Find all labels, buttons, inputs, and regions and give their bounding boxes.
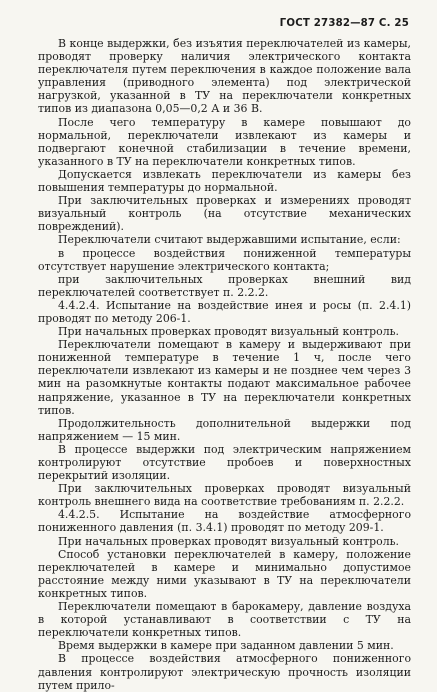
paragraph: При заключительных проверках проводят визуальный контроль внешнего вида на соответствие требованиям п. 2.2.2. [38,482,411,509]
paragraph: в процессе воздействия пониженной температуры отсутствует нарушение электрического контакта; [38,246,411,273]
paragraph: Переключатели считают выдержавшими испытание, если: [58,233,401,247]
paragraph: В конце выдержки, без изъятия переключателей из камеры, проводят проверку наличия электрического контакта переключателя путем переключения в каждое положение вала управления (приводного элемента) под электрической нагрузкой, указанной в ТУ на переключатели конкретных типов из диапазона 0,05—0,2 А и 36 В. [38,37,411,116]
paragraph: При начальных проверках проводят визуальный контроль. [58,534,399,548]
paragraph: Способ установки переключателей в камеру, положение переключателей в камере и минимально допустимое расстояние между ними указывают в ТУ на переключатели конкретных типов. [38,547,411,600]
paragraph: Продолжительность дополнительной выдержки под напряжением — 15 мин. [38,416,411,443]
paragraph: 4.4.2.4. Испытание на воздействие инея и росы (п. 2.4.1) проводят по методу 206-1. [38,298,411,325]
paragraph: Переключатели помещают в барокамеру, давление воздуха в которой устанавливают в соответствии с ТУ на переключатели конкретных типов. [38,600,411,640]
paragraph: В процессе выдержки под электрическим напряжением контролируют отсутствие пробоев и поверхностных перекрытий изоляции. [38,442,411,483]
paragraph: При начальных проверках проводят визуальный контроль. [58,325,399,339]
paragraph: Допускается извлекать переключатели из камеры без повышения температуры до нормальной. [38,167,411,195]
running-head: ГОСТ 27382—87 С. 25 [279,18,409,29]
paragraph: 4.4.2.5. Испытание на воздействие атмосферного пониженного давления (п. 3.4.1) проводят по методу 209-1. [38,508,411,535]
body-text [38,37,411,692]
paragraph: В процессе воздействия атмосферного пониженного давления контролируют электрическую прочность изоляции путем прило- [38,652,411,692]
paragraph: Время выдержки в камере при заданном давлении 5 мин. [58,639,394,653]
paragraph: После чего температуру в камере повышают до нормальной, переключатели извлекают из камеры и подвергают конечной стабилизации в течение времени, указанного в ТУ на переключатели конкретных типов. [38,115,411,168]
paragraph: Переключатели помещают в камеру и выдерживают при пониженной температуре в течение 1 ч, после чего переключатели извлекают из камеры и не позднее чем через 3 мин на разомкнутые контакты подают максимальное рабочее напряжение, указанное в ТУ на переключатели конкретных типов. [38,338,411,417]
paragraph: При заключительных проверках и измерениях проводят визуальный контроль (на отсутствие механических повреждений). [38,194,411,234]
paragraph: при заключительных проверках внешний вид переключателей соответствует п. 2.2.2. [38,272,411,299]
